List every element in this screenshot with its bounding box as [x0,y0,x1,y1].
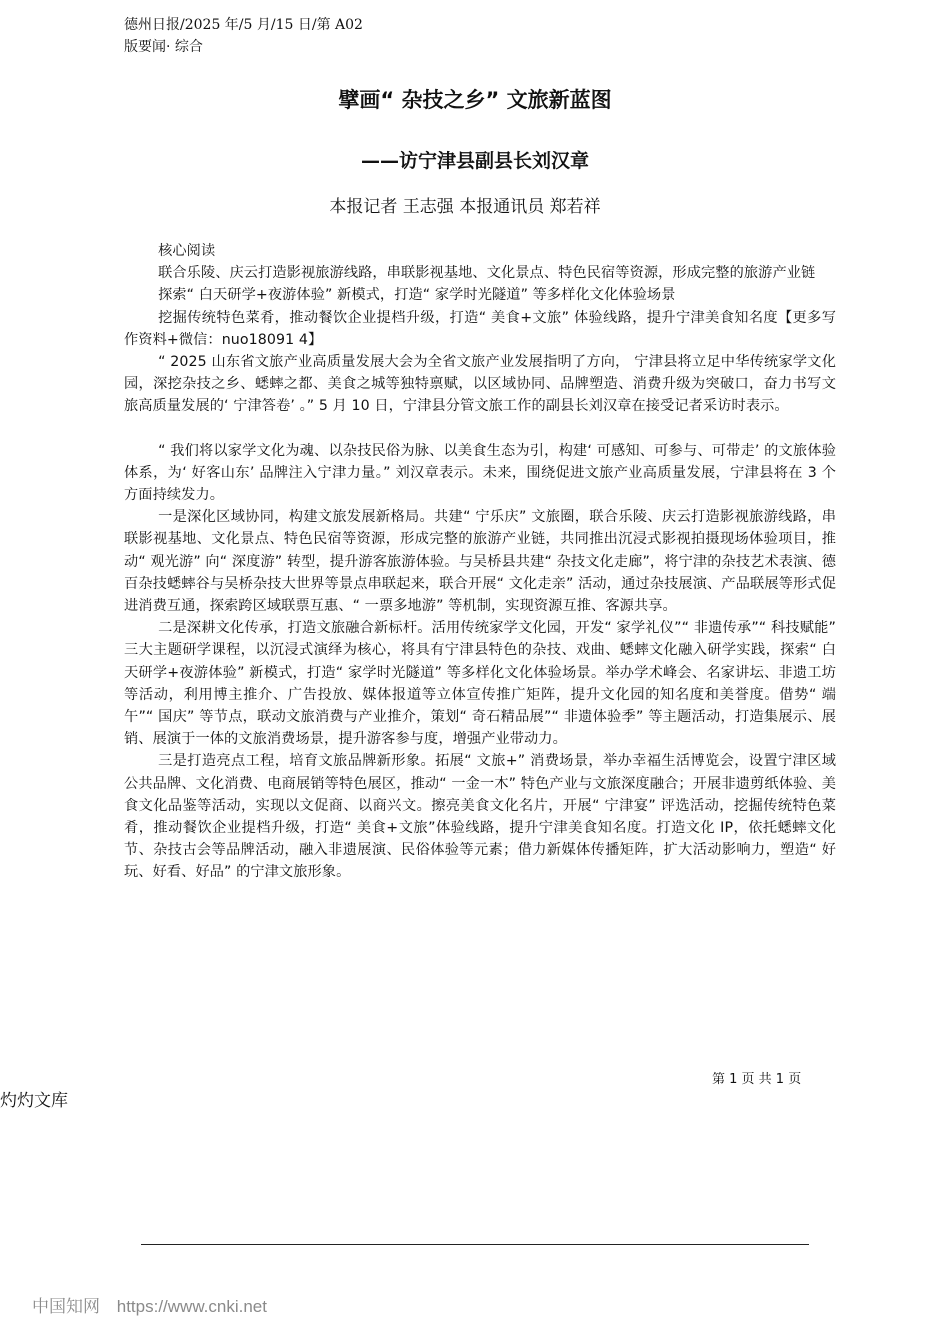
body-paragraph: 一是深化区域协同，构建文旅发展新格局。共建“ 宁乐庆” 文旅圈，联合乐陵、庆云打造影视旅游线路，串联影视基地、文化景点、特色民宿等资源，形成完整的旅游产业链，共同推出沉浸式影视拍摄现场体验项目，推动“ 观光游” 向“ 深度游” 转型，提升游客旅游体验。与吴桥县共建“ 杂技文化走廊”，将宁津的杂技艺术表演、德百杂技蟋蟀谷与吴桥杂技大世界等景点串联起来，联合开展“ 文化走亲” 活动，通过杂技展演、产品联展等形式促进消费互通，探索跨区域联票互惠、“ 一票多地游” 等机制，实现资源互推、客源共享。 [124,509,836,615]
footer-divider [141,1244,809,1245]
body-paragraph: 二是深耕文化传承，打造文旅融合新标杆。活用传统家学文化园，开发“ 家学礼仪”“ 非遗传承”“ 科技赋能” 三大主题研学课程，以沉浸式演绎为核心，将具有宁津县特色的杂技、戏曲、蟋蟀文化融入研学实践，探索“ 白天研学+夜游体验” 新模式，打造“ 家学时光隧道” 等多样化文化体验场景。举办学术峰会、名家讲坛、非遗工坊等活动，利用博主推介、广告投放、媒体报道等立体宣传推广矩阵，提升文化园的知名度和美誉度。借势“ 端午”“ 国庆” 等节点，联动文旅消费与产业推介，策划“ 奇石精品展”“ 非遗体验季” 等主题活动，打造集展示、展销、展演于一体的文旅消费场景，提升游客参与度，增强产业带动力。 [124,620,836,748]
footer [32,1292,279,1317]
article-byline: 本报记者 王志强 本报通讯员 郑若祥 [329,197,601,217]
body-paragraph: “ 2025 山东省文旅产业高质量发展大会为全省文旅产业发展指明了方向， 宁津县将立足中华传统家学文化园，深挖杂技之乡、蟋蟀之都、美食之城等独特禀赋，以区域协同、品牌塑造、消费升级为突破口，奋力书写文旅高质量发展的‘ 宁津答卷’ 。” 5 月 10 日，宁津县分管文旅工作的副县长刘汉章在接受记者采访时表示。 [124,354,836,415]
article-subtitle: ——访宁津县副县长刘汉章 [360,150,589,172]
key-point: 联合乐陵、庆云打造影视旅游线路，串联影视基地、文化景点、特色民宿等资源，形成完整的旅游产业链 [158,265,816,282]
page-number: 第 1 页 共 1 页 [712,1072,802,1087]
footer-url-link[interactable]: https://www.cnki.net [116,1297,267,1316]
article-title: 擘画“ 杂技之乡” 文旅新蓝图 [338,88,612,112]
key-reading-label: 核心阅读 [158,243,216,259]
body-paragraph: “ 我们将以家学文化为魂、以杂技民俗为脉、以美食生态为引，构建‘ 可感知、可参与、可带走’ 的文旅体验体系，为‘ 好客山东’ 品牌注入宁津力量。” 刘汉章表示。未来，围绕促进文旅产业高质量发展，宁津县将在 3 个方面持续发力。 [124,442,836,504]
watermark-text: 灼灼文库 [0,1091,68,1111]
body-paragraph: 三是打造亮点工程，培育文旅品牌新形象。拓展“ 文旅+” 消费场景，举办幸福生活博览会，设置宁津区域公共品牌、文化消费、电商展销等特色展区，推动“ 一金一木” 特色产业与文旅深度融合；开展非遗剪纸体验、美食文化品鉴等活动，实现以文促商、以商兴文。擦亮美食文化名片，开展“ 宁津宴” 评选活动，挖掘传统特色菜肴，推动餐饮企业提档升级，打造“ 美食+文旅”体验线路，提升宁津美食知名度。打造文化 IP，依托蟋蟀文化节、杂技古会等品牌活动，融入非遗展演、民俗体验等元素；借力新媒体传播矩阵，扩大活动影响力，塑造“ 好玩、好看、好品” 的宁津文旅形象。 [124,753,836,881]
article-body [124,240,836,884]
footer-brand: 中国知网 [32,1297,100,1316]
key-point: 挖掘传统特色菜肴，推动餐饮企业提档升级，打造“ 美食+文旅” 体验线路，提升宁津美食知名度【更多写作资料+微信：nuo18091 4】 [124,309,836,348]
publication-source: 德州日报/2025 年/5 月/15 日/第 A02 [124,17,363,33]
section-label: 版要闻· 综合 [124,39,203,55]
key-point: 探索“ 白天研学+夜游体验” 新模式，打造“ 家学时光隧道” 等多样化文化体验场景 [158,287,676,304]
